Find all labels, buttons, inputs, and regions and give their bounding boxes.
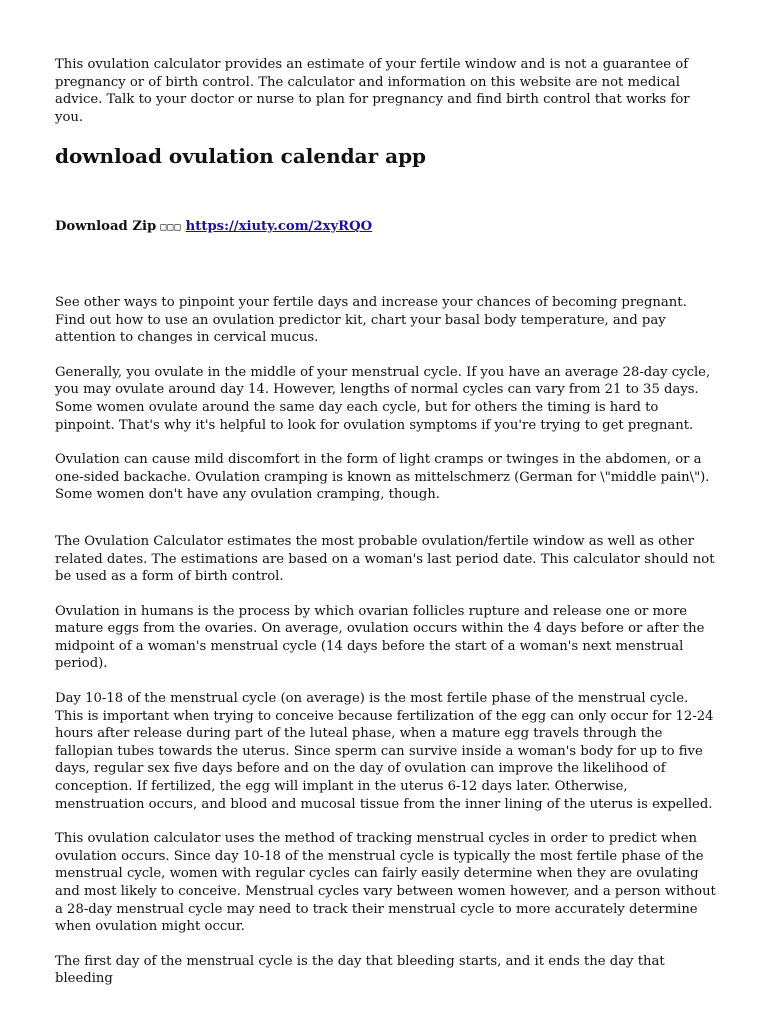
- download-line: [55, 218, 717, 237]
- body-paragraph-3: Ovulation can cause mild discomfort in the form of light cramps or twinges in the abdomen, or a one-sided backache. Ovulation cramping is known as mittelschmerz (German for \"middle pain\"). Some women don't have any ovulation cramping, though.: [55, 452, 710, 503]
- body-paragraph-5: Ovulation in humans is the process by which ovarian follicles rupture and release one or more mature eggs from the ovaries. On average, ovulation occurs within the 4 days before or after the midpoint of a woman's menstrual cycle (14 days before the start of a woman's next menstrual period).: [55, 603, 705, 672]
- download-label: Download Zip: [55, 219, 157, 235]
- body-paragraph-8: The first day of the menstrual cycle is the day that bleeding starts, and it ends the day that bleeding: [55, 953, 665, 987]
- body-paragraph-1: See other ways to pinpoint your fertile days and increase your chances of becoming pregnant. Find out how to use an ovulation predictor kit, chart your basal body temperature, and pay attention to changes in cervical mucus.: [55, 294, 687, 346]
- disclaimer-paragraph: This ovulation calculator provides an estimate of your fertile window and is not a guarantee of pregnancy or of birth control. The calculator and information on this website are not medical advice. Talk to your doctor or nurse to plan for pregnancy and find birth control that works for you.: [55, 57, 690, 125]
- body-paragraph-2: Generally, you ovulate in the middle of your menstrual cycle. If you have an average 28-day cycle, you may ovulate around day 14. However, lengths of normal cycles can vary from 21 to 35 days. Some women ovulate around the same day each cycle, but for others the timing is hard to pinpoint. That's why it's helpful to look for ovulation symptoms if you're trying to get pregnant.: [55, 364, 711, 433]
- body-paragraph-7: This ovulation calculator uses the method of tracking menstrual cycles in order to predict when ovulation occurs. Since day 10-18 of the menstrual cycle is typically the most fertile phase of the menstrual cycle, women with regular cycles can fairly easily determine when they are ovulating and most likely to conceive. Menstrual cycles vary between women however, and a person without a 28-day menstrual cycle may need to track their menstrual cycle to more accurately determine when ovulation might occur.: [55, 831, 716, 935]
- page-heading: download ovulation calendar app: [55, 144, 427, 169]
- arrow-glyphs: □□□: [160, 222, 182, 234]
- download-link[interactable]: https://xiuty.com/2xyRQO: [185, 219, 373, 235]
- body-paragraph-6: Day 10-18 of the menstrual cycle (on average) is the most fertile phase of the menstrual cycle. This is important when trying to conceive because fertilization of the egg can only occur for 12-24 hours after release during part of the luteal phase, when a mature egg travels through the fallopian tubes towards the uterus. Since sperm can survive inside a woman's body for up to five days, regular sex five days before and on the day of ovulation can improve the likelihood of conception. If fertilized, the egg will implant in the uterus 6-12 days later. Otherwise, menstruation occurs, and blood and mucosal tissue from the inner lining of the uterus is expelled.: [55, 691, 714, 812]
- document-page: [55, 56, 717, 988]
- body-paragraph-4: The Ovulation Calculator estimates the most probable ovulation/fertile window as well as other related dates. The estimations are based on a woman's last period date. This calculator should not be used as a form of birth control.: [55, 533, 715, 585]
